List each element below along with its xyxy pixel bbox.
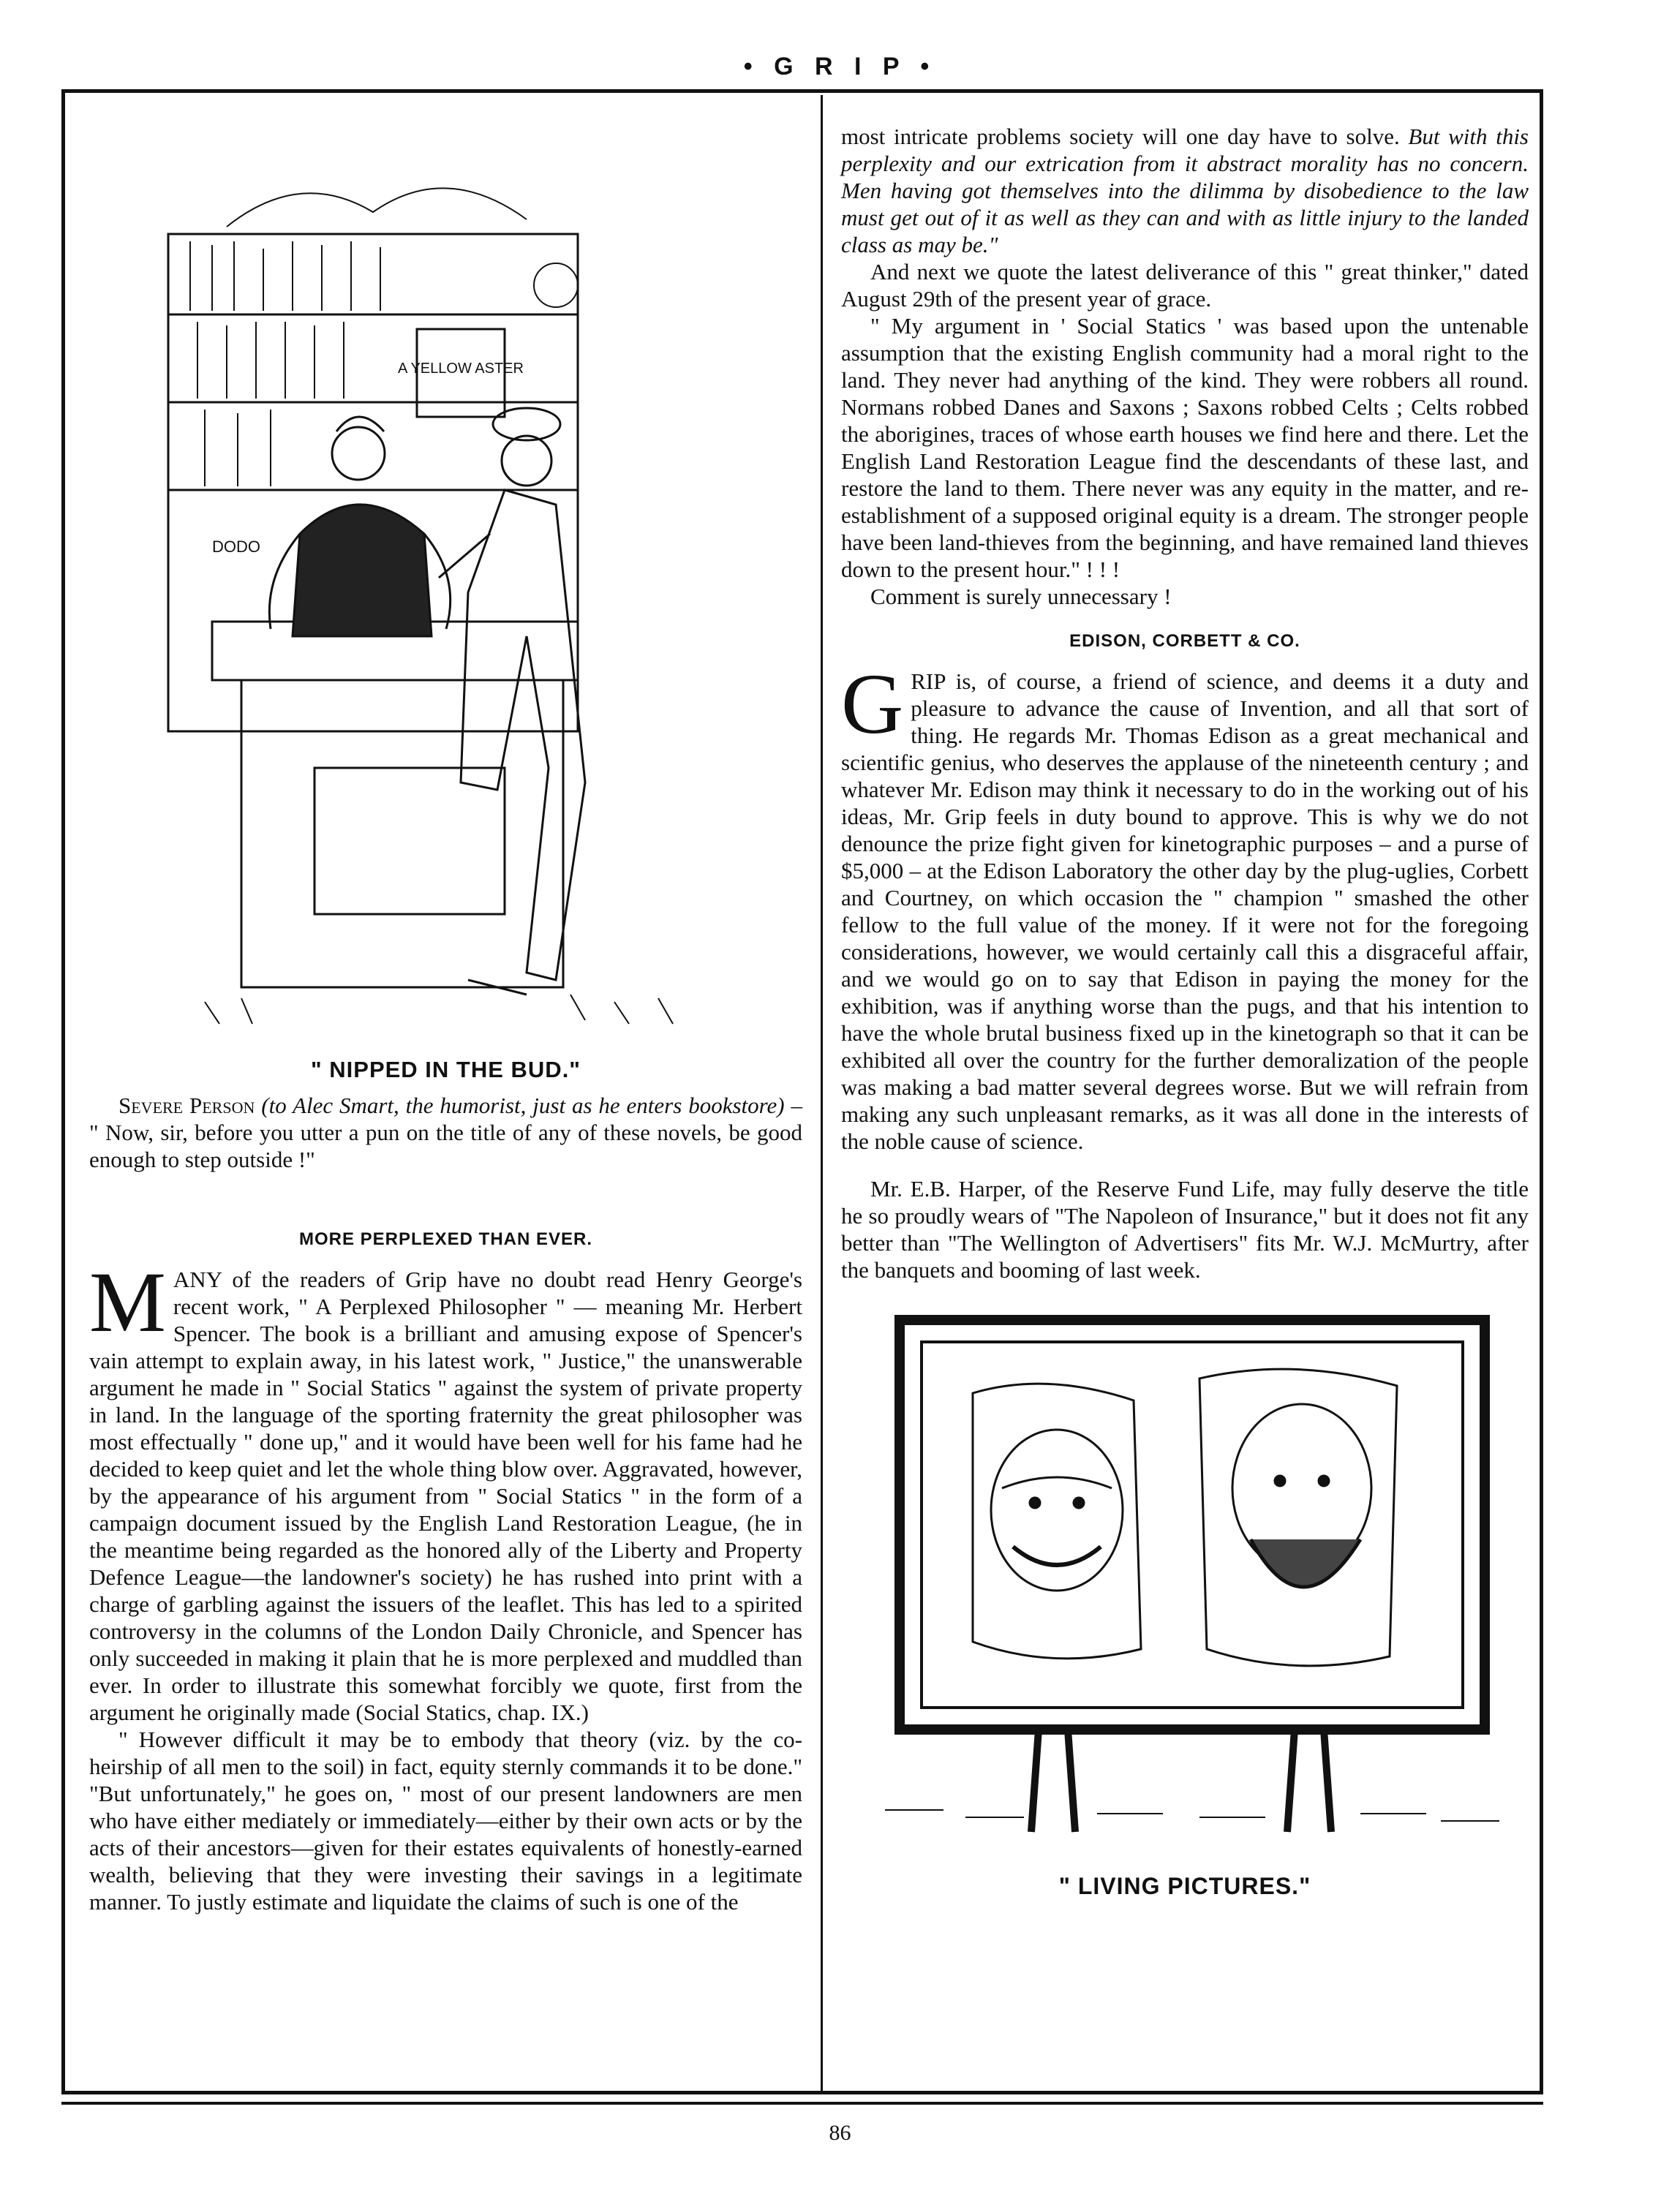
article-p1-text: ANY of the readers of Grip have no doubt read Henry George's recent work, " A Perplexed Philosopher " — meaning Mr. Herbert Spencer. The book is a brilliant and amusing expose of Spencer's vain attempt to explain away, in his latest work, " Justice," the unanswerable argument he made in " Social Statics " against the system of private property in land. In the language of the sporting fraternity the great philosopher was most effectually " done up," and it would have been well for his fame had he decided to keep quiet and let the whole thing blow over. Aggravated, however, by the appearance of his argument from " Social Statics " in the form of a campaign document issued by the English Land Restoration League, (he in the meantime being regarded as the honored ally of the Liberty and Property Defence League—the landowner's society) he has rushed into print with a charge of garbling against the issuers of the leaflet. This has led to a spirited controversy in the columns of the London Daily Chronicle, and Spencer has only succeeded in making it plain that he is more perplexed and muddled than ever. In order to illustrate this somewhat forcibly we quote, first from the argument he originally made (Social Statics, chap. IX.): [89, 1267, 802, 1725]
comment-line: Comment is surely unnecessary !: [870, 584, 1172, 609]
next-quote-intro: And next we quote the latest deliverance of this " great thinker," dated August 29th of the present year of grace.: [841, 259, 1529, 312]
continued-paragraph: [841, 123, 1529, 258]
harper-paragraph: Mr. E.B. Harper, of the Reserve Fund Life, may fully deserve the title he so proudly wears of "The Napoleon of Insurance," but it does not fit any better than "The Wellington of Advertisers" fits Mr. W.J. McMurtry, after the banquets and booming of last week.: [841, 1176, 1529, 1283]
cartoon-title: " NIPPED IN THE BUD.": [310, 1057, 581, 1082]
living-pictures-cartoon: [856, 1305, 1514, 1861]
continued-italic: But with this perplexity and our extrication from it abstract morality has no concern. Men having got themselves into the dilimma by disobedience to the law must get out of it as well as they can and with as little injury to the landed class as may be.": [841, 124, 1529, 257]
edison-dropcap: G: [841, 656, 904, 752]
nipped-in-bud-cartoon: [117, 124, 775, 1060]
right-column: [841, 123, 1529, 1900]
caption-text: – " Now, sir, before you utter a pun on the title of any of these novels, be good enough to step outside !": [89, 1093, 803, 1172]
living-pictures-title: " LIVING PICTURES.": [1058, 1873, 1311, 1899]
left-column: [89, 124, 802, 1915]
cartoon-book-text: DODO: [211, 538, 260, 556]
article-title: MORE PERPLEXED THAN EVER.: [298, 1229, 593, 1249]
frame-bottom-rule: [61, 2102, 1543, 2105]
article-paragraph-1: [89, 1254, 802, 1726]
edison-title: EDISON, CORBETT & CO.: [1069, 631, 1300, 651]
spencer-quote: " My argument in ' Social Statics ' was based upon the untenable assumption that the existing English community had a moral right to the land. They never had anything of the kind. They were robbers all round. Normans robbed Danes and Saxons ; Saxons robbed Celts ; Celts robbed the aborigines, traces of whose earth houses we find here and there. Let the English Land Restoration League find the descendants of these last, and restore the land to them. There never was any equity in the matter, and re-establishment of a supposed original equity is a dream. The stronger people have been land-thieves from the beginning, and have remained land thieves down to the present hour." ! ! !: [841, 313, 1529, 582]
continued-plain: most intricate problems society will one day have to solve.: [841, 124, 1400, 149]
caption-direction: (to Alec Smart, the humorist, just as he enters bookstore): [261, 1093, 785, 1118]
caption-speaker: Severe Person: [118, 1093, 255, 1118]
page-number: 86: [829, 2121, 851, 2145]
article-paragraph-2: " However difficult it may be to embody that theory (viz. by the co-heirship of all men to the soil) in fact, equity sternly commands it to be done." "But unfortunately," he goes on, " most of our present landowners are men who have either mediately or immediately—either by their own acts or by the acts of their ancestors—given for their estates equivalents of honestly-earned wealth, believing that they were investing their savings in a legitimate manner. To justly estimate and liquidate the claims of such is one of the: [89, 1727, 802, 1915]
masthead: • G R I P •: [743, 53, 937, 80]
edison-text: RIP is, of course, a friend of science, and deems it a duty and pleasure to advance the cause of Invention, and all that sort of thing. He regards Mr. Thomas Edison as a great mechanical and scientific genius, who deserves the applause of the nineteenth century ; and whatever Mr. Edison may think it necessary to do in the working out of his ideas, Mr. Grip feels in duty bound to approve. This is why we do not denounce the prize fight given for kinetographic purposes – and a purse of $5,000 – at the Edison Laboratory the other day by the plug-uglies, Corbett and Courtney, on which occasion the " champion " smashed the other fellow to the full value of the money. If it were not for the foregoing considerations, however, we would certainly call this a disgraceful affair, and we would go on to say that Edison in paying the money for the exhibition, was if anything worse than the pugs, and that his intention to have the whole brutal business fixed up in the kinetograph so that it can be exhibited all over the country for the further demoralization of the people was making a bad matter several degrees worse. But we will refrain from making any such unpleasant remarks, as it was all done in the interests of the noble cause of science.: [841, 668, 1529, 1154]
cartoon-caption: [89, 1092, 802, 1173]
article-dropcap: M: [89, 1254, 166, 1350]
column-divider: [821, 95, 823, 2092]
cartoon-sign-text: A YELLOW ASTER: [397, 361, 524, 377]
edison-paragraph: [841, 656, 1529, 1155]
